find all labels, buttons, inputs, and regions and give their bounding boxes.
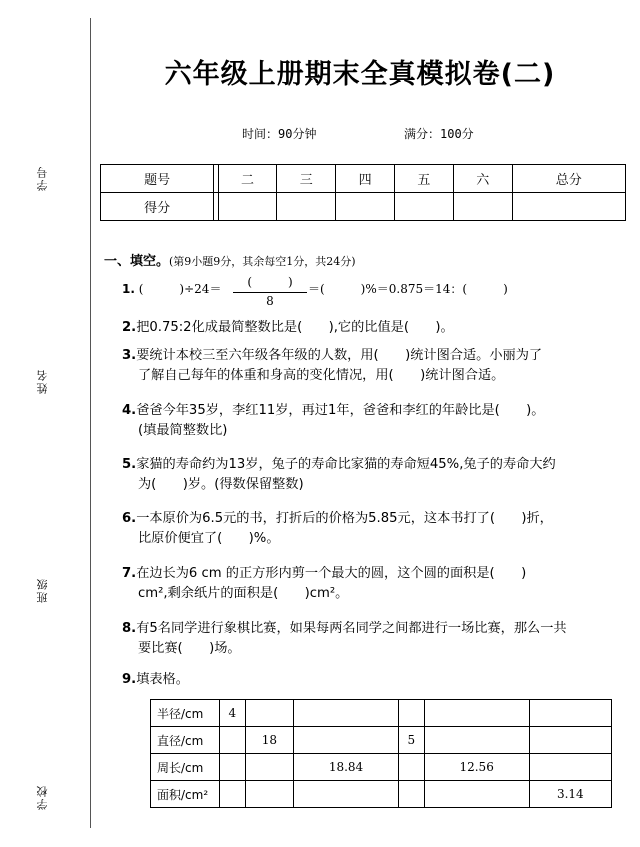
section-note: (第9小题9分，其余每空1分，共24分) [169,255,356,268]
q1-right-part: ＝( )%＝0.875＝14：( ) [308,282,508,296]
table-cell[interactable] [245,781,293,808]
table-cell[interactable]: 12.56 [424,754,529,781]
table-row [151,754,612,781]
question-line: cm²,剩余纸片的面积是( )cm²。 [138,586,349,601]
question-4 [122,401,545,441]
row-label: 面积/cm² [151,781,220,808]
table-row [151,727,612,754]
question-line: 把0.75:2化成最简整数比是( ),它的比值是( )。 [136,320,454,335]
table-cell[interactable] [245,700,293,727]
question-line: 填表格。 [136,672,189,687]
table-cell[interactable] [529,727,611,754]
table-cell[interactable] [424,727,529,754]
score-input-cell[interactable] [394,193,453,221]
question-1 [122,280,221,297]
fraction-bar [233,292,307,293]
table-cell[interactable] [399,754,425,781]
question-8 [122,619,567,659]
q1-fraction-denominator: 8 [266,294,274,308]
question-line: 要统计本校三至六年级各年级的人数，用( )统计图合适。小丽为了 [136,348,543,363]
score-input-cell[interactable] [453,193,512,221]
table-cell[interactable] [220,781,246,808]
table-cell[interactable] [294,727,399,754]
row-label: 直径/cm [151,727,220,754]
circle-table [150,699,612,808]
question-number: 4. [122,403,137,418]
q1-left-part: ( )÷24＝ [138,282,222,296]
table-cell[interactable]: 18 [245,727,293,754]
table-cell[interactable] [220,754,246,781]
question-line: 了解自己每年的体重和身高的变化情况，用( )统计图合适。 [138,368,505,383]
table-cell[interactable] [399,781,425,808]
score-header-cell: 总分 [512,165,625,193]
question-number: 6. [122,511,137,526]
score-table-header-row [101,165,626,193]
question-line: 要比赛( )场。 [138,641,241,656]
score-header-cell: 二 [218,165,277,193]
page-title: 六年级上册期末全真模拟卷(二) [164,59,556,90]
question-line: 在边长为6 cm 的正方形内剪一个最大的圆，这个圆的面积是( ) [136,566,527,581]
score-header-cell: 四 [336,165,395,193]
table-cell[interactable]: 18.84 [294,754,399,781]
score-row-label: 得分 [101,193,214,221]
table-cell[interactable] [245,754,293,781]
q1-fraction-numerator: ( ) [247,275,293,289]
question-line: 有5名同学进行象棋比赛，如果每两名同学之间都进行一场比赛，那么一共 [136,621,567,636]
question-number: 8. [122,621,137,636]
question-6 [122,509,553,549]
q1-fraction [233,273,307,308]
section-heading [104,250,356,269]
question-5 [122,455,556,495]
score-input-cell[interactable] [512,193,625,221]
question-number: 2. [122,320,137,335]
side-label-xuexiao: 学校 [36,784,49,810]
table-cell[interactable] [294,781,399,808]
table-cell[interactable] [424,700,529,727]
score-input-cell[interactable] [277,193,336,221]
side-label-xuehao: 学号 [36,165,49,191]
table-cell[interactable]: 5 [399,727,425,754]
table-cell[interactable] [529,754,611,781]
question-2 [122,318,454,338]
question-9 [122,670,189,690]
question-3 [122,346,542,386]
row-label: 半径/cm [151,700,220,727]
score-header-cell: 六 [453,165,512,193]
score-table [100,164,626,221]
row-label: 周长/cm [151,754,220,781]
question-number: 1. [122,282,135,296]
score-input-cell[interactable] [336,193,395,221]
question-7 [122,564,526,604]
score-header-cell: 三 [277,165,336,193]
table-cell[interactable]: 3.14 [529,781,611,808]
question-line: 爸爸今年35岁，李红11岁，再过1年，爸爸和李红的年龄比是( )。 [136,403,545,418]
table-row [151,700,612,727]
score-header-cell: 五 [394,165,453,193]
score-input-cell[interactable] [218,193,277,221]
question-line: (填最简整数比) [138,423,228,438]
score-header-cell: 题号 [101,165,214,193]
question-number: 9. [122,672,137,687]
table-cell[interactable] [424,781,529,808]
question-number: 3. [122,348,137,363]
question-line: 为( )岁。(得数保留整数) [138,477,304,492]
question-number: 5. [122,457,137,472]
table-cell[interactable] [220,727,246,754]
side-label-banji: 班级 [36,577,49,603]
question-number: 7. [122,566,137,581]
exam-time: 时间：90分钟 [242,127,317,141]
table-row [151,781,612,808]
exam-full-score: 满分：100分 [404,127,474,141]
table-cell[interactable] [294,700,399,727]
table-cell[interactable] [529,700,611,727]
question-line: 家猫的寿命约为13岁，兔子的寿命比家猫的寿命短45%,兔子的寿命大约 [136,457,556,472]
section-title: 一、填空。 [104,254,170,269]
question-line: 一本原价为6.5元的书，打折后的价格为5.85元，这本书打了( )折， [136,511,553,526]
side-label-xingming: 姓名 [36,368,49,394]
score-table-score-row [101,193,626,221]
table-cell[interactable] [399,700,425,727]
table-cell[interactable]: 4 [220,700,246,727]
binding-line [90,18,91,828]
question-line: 比原价便宜了( )%。 [138,531,280,546]
